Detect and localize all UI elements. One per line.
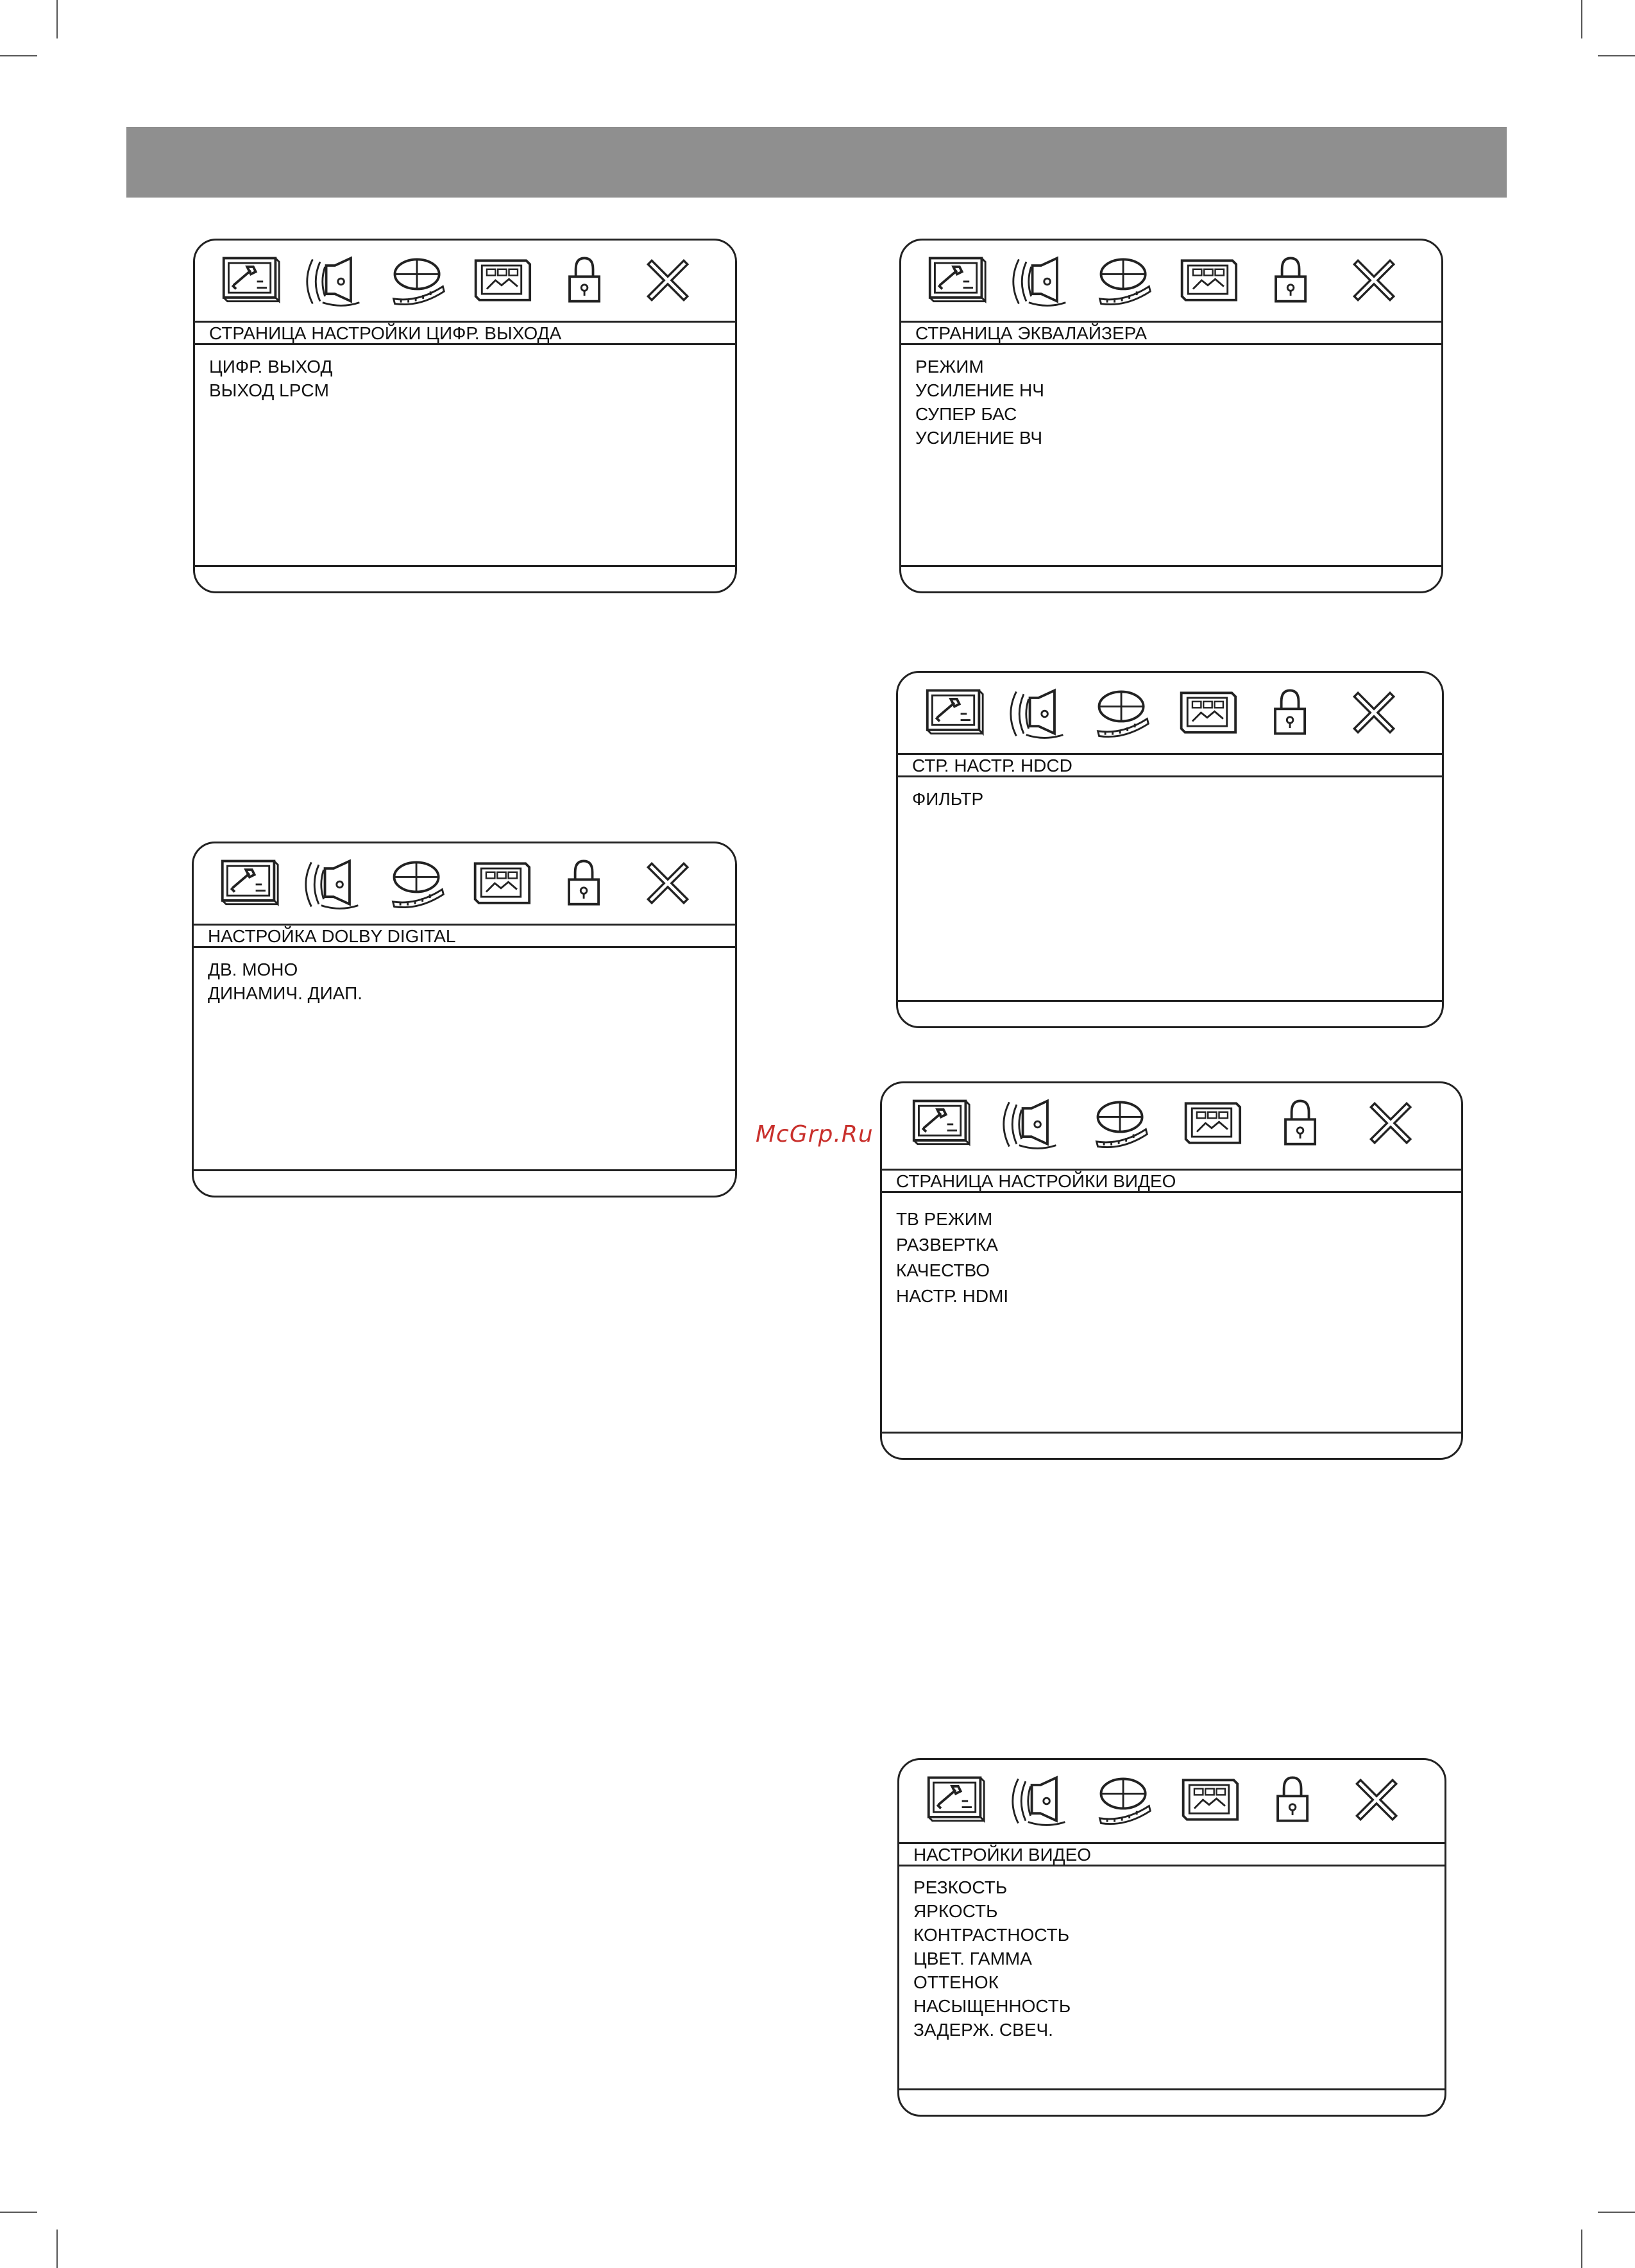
crop-mark — [1598, 2212, 1635, 2213]
preference-icon[interactable] — [1178, 1772, 1240, 1829]
menu-panel-video-setup — [880, 1081, 1463, 1460]
footer-divider — [195, 565, 735, 567]
menu-item[interactable]: НАСЫЩЕННОСТЬ — [913, 1996, 1071, 2016]
video-icon[interactable] — [1092, 684, 1153, 742]
crop-mark — [1581, 2230, 1582, 2268]
menu-item[interactable]: РЕЖИМ — [915, 357, 984, 377]
menu-items — [209, 355, 332, 402]
lock-icon[interactable] — [555, 252, 616, 310]
menu-item[interactable]: ТВ РЕЖИМ — [896, 1209, 993, 1229]
menu-panel-hdcd — [896, 671, 1444, 1028]
icon-bar — [882, 1083, 1461, 1164]
menu-item[interactable]: ФИЛЬТР — [912, 789, 984, 809]
video-icon[interactable] — [1094, 1772, 1155, 1829]
menu-item[interactable]: РАЗВЕРТКА — [896, 1235, 998, 1255]
exit-icon[interactable] — [638, 855, 700, 913]
panel-title-row — [899, 1842, 1444, 1866]
preference-icon[interactable] — [1177, 252, 1239, 310]
preference-icon[interactable] — [471, 252, 532, 310]
lock-icon[interactable] — [1263, 1772, 1325, 1829]
menu-item[interactable]: РЕЗКОСТЬ — [913, 1877, 1008, 1897]
watermark: McGrp.Ru — [756, 1121, 874, 1147]
audio-icon[interactable] — [1010, 252, 1072, 310]
audio-icon[interactable] — [1008, 684, 1069, 742]
menu-item[interactable]: ВЫХОД LPCM — [209, 380, 329, 400]
panel-title: СТР. НАСТР. HDCD — [912, 756, 1072, 775]
preference-icon[interactable] — [1181, 1095, 1242, 1153]
footer-divider — [194, 1169, 735, 1171]
panel-title-row — [195, 321, 735, 345]
lock-icon[interactable] — [1271, 1095, 1332, 1153]
panel-title: СТРАНИЦА НАСТРОЙКИ ЦИФР. ВЫХОДА — [209, 323, 562, 343]
panel-title: СТРАНИЦА ЭКВАЛАЙЗЕРА — [915, 323, 1148, 343]
exit-icon[interactable] — [638, 252, 700, 310]
setup-icon[interactable] — [220, 252, 282, 310]
setup-icon[interactable] — [926, 252, 988, 310]
menu-item[interactable]: ДВ. МОНО — [208, 960, 298, 979]
menu-item[interactable]: КАЧЕСТВО — [896, 1260, 990, 1280]
menu-panel-equalizer — [899, 239, 1443, 593]
exit-icon[interactable] — [1344, 684, 1406, 742]
panel-title-row — [901, 321, 1441, 345]
menu-items — [915, 355, 1044, 450]
menu-item[interactable]: КОНТРАСТНОСТЬ — [913, 1925, 1070, 1945]
menu-item[interactable]: ЗАДЕРЖ. СВЕЧ. — [913, 2020, 1053, 2040]
crop-mark — [0, 2212, 37, 2213]
panel-title-row — [882, 1169, 1461, 1193]
menu-item[interactable]: УСИЛЕНИЕ НЧ — [915, 380, 1044, 400]
preference-icon[interactable] — [1176, 684, 1238, 742]
menu-panel-digital-output — [193, 239, 737, 593]
panel-title: НАСТРОЙКИ ВИДЕО — [913, 1845, 1092, 1865]
exit-icon[interactable] — [1361, 1095, 1423, 1153]
menu-panel-dolby-digital — [192, 842, 737, 1197]
crop-mark — [1598, 55, 1635, 56]
exit-icon[interactable] — [1347, 1772, 1409, 1829]
menu-item[interactable]: ЦВЕТ. ГАММА — [913, 1949, 1032, 1968]
preference-icon[interactable] — [470, 855, 532, 913]
panel-title: СТРАНИЦА НАСТРОЙКИ ВИДЕО — [896, 1171, 1176, 1191]
panel-title-row — [898, 753, 1442, 777]
menu-items — [208, 958, 362, 1005]
menu-items — [913, 1875, 1071, 2042]
lock-icon[interactable] — [1261, 252, 1323, 310]
crop-mark — [56, 0, 58, 38]
video-icon[interactable] — [1094, 252, 1155, 310]
menu-item[interactable]: СУПЕР БАС — [915, 404, 1017, 424]
menu-panel-video-settings — [897, 1758, 1446, 2117]
setup-icon[interactable] — [910, 1095, 972, 1153]
video-icon[interactable] — [387, 252, 449, 310]
menu-items — [896, 1206, 1008, 1309]
setup-icon[interactable] — [219, 855, 280, 913]
menu-item[interactable]: ДИНАМИЧ. ДИАП. — [208, 983, 363, 1003]
footer-divider — [882, 1432, 1461, 1434]
menu-item[interactable]: ОТТЕНОК — [913, 1972, 999, 1992]
exit-icon[interactable] — [1344, 252, 1406, 310]
crop-mark — [1581, 0, 1582, 38]
menu-item[interactable]: УСИЛЕНИЕ ВЧ — [915, 428, 1043, 448]
icon-bar — [898, 673, 1442, 753]
lock-icon[interactable] — [1260, 684, 1322, 742]
crop-mark — [0, 55, 37, 56]
menu-item[interactable]: ЦИФР. ВЫХОД — [209, 357, 333, 377]
panel-title-row — [194, 924, 735, 948]
crop-mark — [56, 2230, 58, 2268]
menu-item[interactable]: НАСТР. HDMI — [896, 1286, 1009, 1306]
header-bar — [126, 127, 1507, 198]
setup-icon[interactable] — [925, 1772, 987, 1829]
setup-icon[interactable] — [924, 684, 985, 742]
icon-bar — [899, 1760, 1444, 1840]
lock-icon[interactable] — [554, 855, 616, 913]
icon-bar — [901, 241, 1441, 321]
audio-icon[interactable] — [1010, 1772, 1071, 1829]
footer-divider — [899, 2088, 1444, 2090]
footer-divider — [898, 1000, 1442, 1002]
audio-icon[interactable] — [304, 252, 366, 310]
audio-icon[interactable] — [303, 855, 364, 913]
video-icon[interactable] — [387, 855, 448, 913]
video-icon[interactable] — [1090, 1095, 1152, 1153]
footer-divider — [901, 565, 1441, 567]
panel-title: НАСТРОЙКА DOLBY DIGITAL — [208, 926, 456, 946]
menu-item[interactable]: ЯРКОСТЬ — [913, 1901, 998, 1921]
icon-bar — [194, 843, 735, 924]
audio-icon[interactable] — [1001, 1095, 1062, 1153]
menu-items — [912, 787, 983, 811]
icon-bar — [195, 241, 735, 321]
